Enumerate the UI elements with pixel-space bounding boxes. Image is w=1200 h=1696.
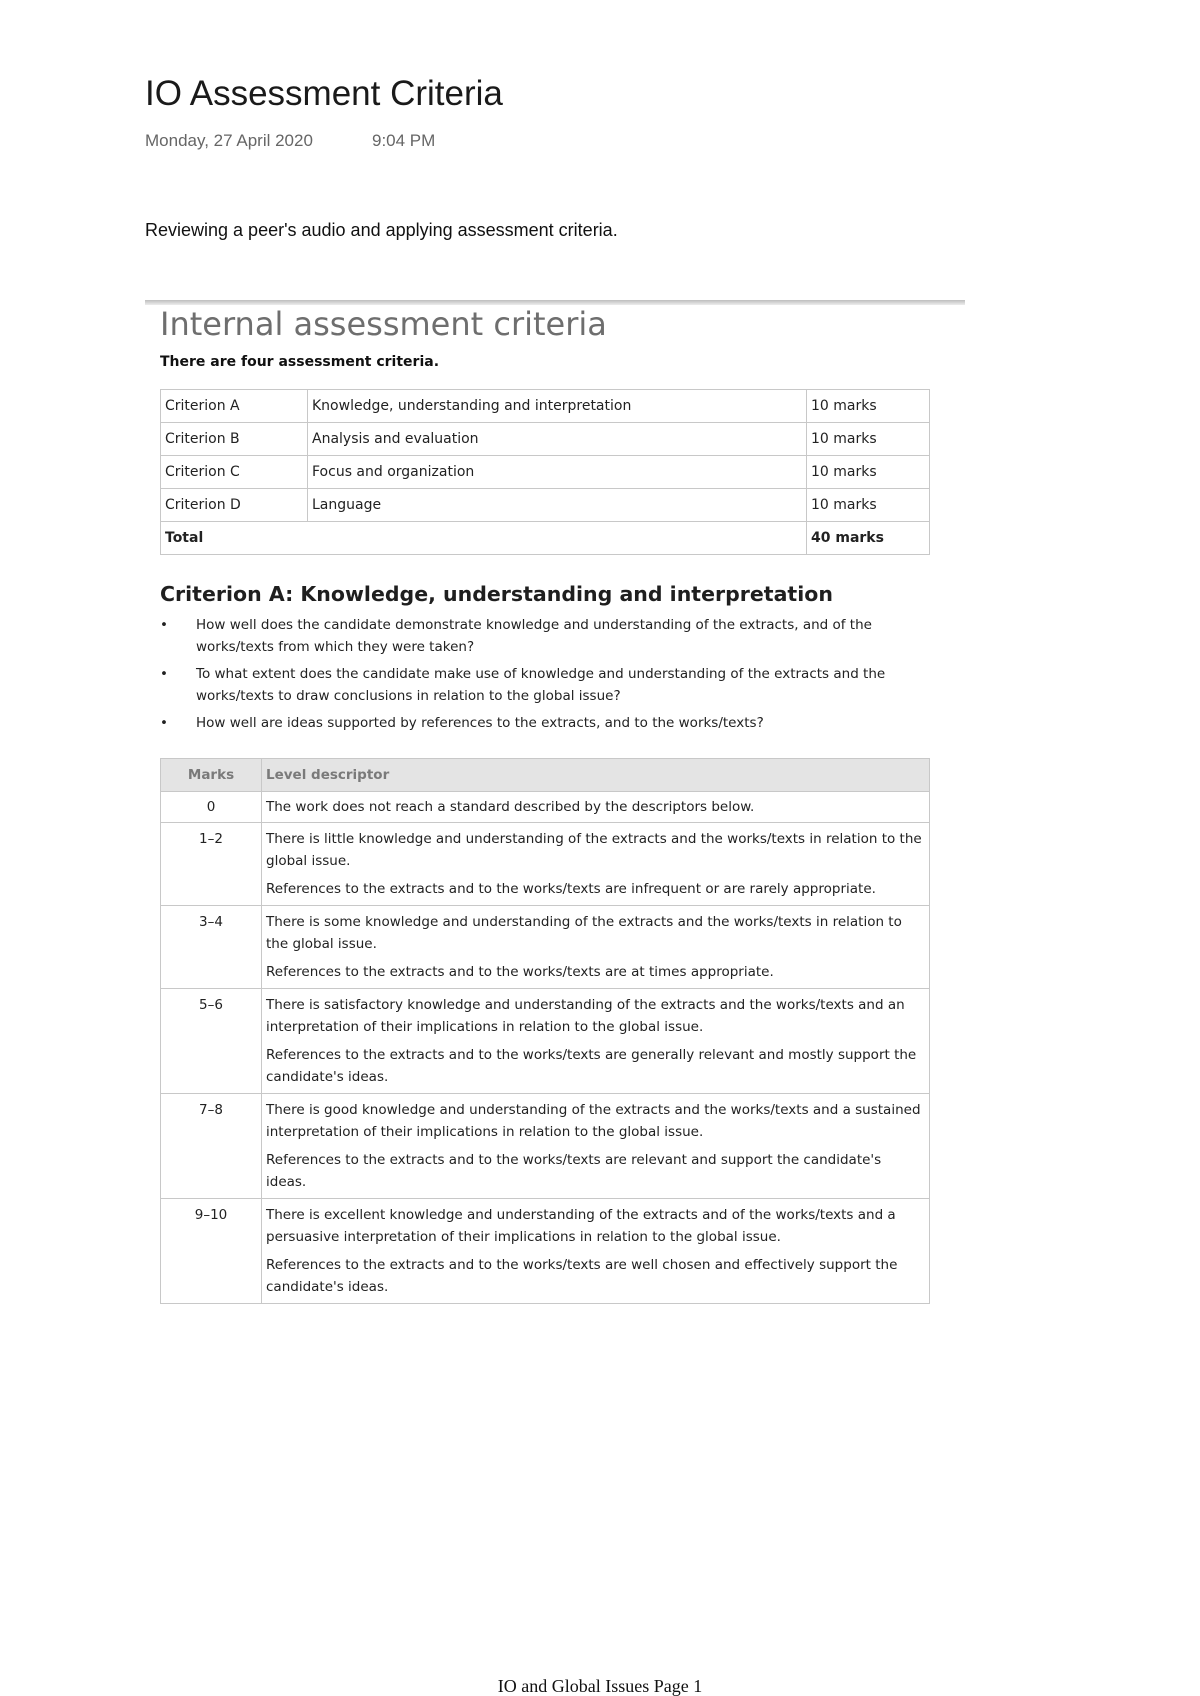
page-note: Reviewing a peer's audio and applying assessment criteria. <box>145 220 618 240</box>
marks-band: 3–4 <box>161 906 262 989</box>
references-text: References to the extracts and to the works/texts are generally relevant and mostly support the candidate's ideas. <box>266 1047 917 1085</box>
descriptor-row <box>161 1199 930 1304</box>
page-time: 9:04 PM <box>372 131 436 150</box>
criteria-document-image <box>145 300 965 1330</box>
marks-band: 7–8 <box>161 1094 262 1199</box>
descriptor-text: There is good knowledge and understanding of the extracts and the works/texts and a sustained interpretation of their implications in relation to the global issue. <box>266 1102 921 1140</box>
descriptor-text: There is satisfactory knowledge and understanding of the extracts and the works/texts and an interpretation of their implications in relation to the global issue. <box>266 997 905 1035</box>
intro-text: There are four assessment criteria. <box>160 354 440 370</box>
criterion-description-cell: Knowledge, understanding and interpretation <box>308 390 807 423</box>
bullet-icon: • <box>160 666 168 682</box>
marks-band: 5–6 <box>161 989 262 1094</box>
level-descriptor-table <box>160 758 930 1304</box>
criteria-summary-table <box>160 389 930 555</box>
descriptor-row <box>161 1094 930 1199</box>
descriptor-cell <box>262 1199 930 1304</box>
page-footer: IO and Global Issues Page 1 <box>497 1676 703 1696</box>
descriptor-row <box>161 906 930 989</box>
references-text: References to the extracts and to the works/texts are relevant and support the candidate's ideas. <box>266 1152 882 1190</box>
descriptor-row <box>161 792 930 823</box>
criterion-marks-cell: 10 marks <box>807 489 930 522</box>
criterion-description-cell: Analysis and evaluation <box>308 423 807 456</box>
summary-row <box>161 423 930 456</box>
descriptor-text: There is excellent knowledge and understanding of the extracts and of the works/texts and a persuasive interpretation of their implications in relation to the global issue. <box>266 1207 896 1245</box>
descriptor-text: The work does not reach a standard described by the descriptors below. <box>266 799 755 815</box>
question-item <box>160 712 930 734</box>
criterion-a-questions <box>160 614 930 739</box>
criterion-description-cell: Focus and organization <box>308 456 807 489</box>
descriptor-cell <box>262 823 930 906</box>
criterion-cell: Criterion A <box>161 390 308 423</box>
question-text: To what extent does the candidate make use of knowledge and understanding of the extracts and the works/texts to draw conclusions in relation to the global issue? <box>196 666 886 704</box>
criterion-a-heading: Criterion A: Knowledge, understanding and interpretation <box>160 582 833 606</box>
criterion-cell: Criterion B <box>161 423 308 456</box>
criterion-cell: Criterion D <box>161 489 308 522</box>
bullet-icon: • <box>160 617 168 633</box>
references-text: References to the extracts and to the works/texts are at times appropriate. <box>266 964 774 980</box>
descriptor-cell <box>262 989 930 1094</box>
marks-band: 1–2 <box>161 823 262 906</box>
descriptor-header-row <box>161 759 930 792</box>
criterion-marks-cell: 10 marks <box>807 456 930 489</box>
marks-band: 0 <box>161 792 262 823</box>
marks-header: Marks <box>161 759 262 792</box>
descriptor-cell <box>262 792 930 823</box>
summary-row <box>161 489 930 522</box>
question-item <box>160 663 930 707</box>
level-descriptor-header: Level descriptor <box>262 759 930 792</box>
total-marks-cell: 40 marks <box>807 522 930 555</box>
references-text: References to the extracts and to the works/texts are infrequent or are rarely appropriate. <box>266 881 876 897</box>
descriptor-cell <box>262 1094 930 1199</box>
summary-row <box>161 456 930 489</box>
criterion-marks-cell: 10 marks <box>807 390 930 423</box>
criterion-cell: Criterion C <box>161 456 308 489</box>
descriptor-row <box>161 823 930 906</box>
page-date: Monday, 27 April 2020 <box>145 131 313 150</box>
total-row <box>161 522 930 555</box>
question-text: How well does the candidate demonstrate knowledge and understanding of the extracts, and of the works/texts from which they were taken? <box>196 617 872 655</box>
question-text: How well are ideas supported by references to the extracts, and to the works/texts? <box>196 715 764 731</box>
references-text: References to the extracts and to the works/texts are well chosen and effectively support the candidate's ideas. <box>266 1257 898 1295</box>
summary-row <box>161 390 930 423</box>
marks-band: 9–10 <box>161 1199 262 1304</box>
question-item <box>160 614 930 658</box>
descriptor-cell <box>262 906 930 989</box>
descriptor-text: There is some knowledge and understanding of the extracts and the works/texts in relation to the global issue. <box>266 914 902 952</box>
bullet-icon: • <box>160 715 168 731</box>
total-label-cell: Total <box>161 522 807 555</box>
section-heading: Internal assessment criteria <box>160 305 607 343</box>
criterion-marks-cell: 10 marks <box>807 423 930 456</box>
descriptor-row <box>161 989 930 1094</box>
descriptor-text: There is little knowledge and understanding of the extracts and the works/texts in relation to the global issue. <box>266 831 922 869</box>
page-title: IO Assessment Criteria <box>145 74 503 113</box>
criterion-description-cell: Language <box>308 489 807 522</box>
